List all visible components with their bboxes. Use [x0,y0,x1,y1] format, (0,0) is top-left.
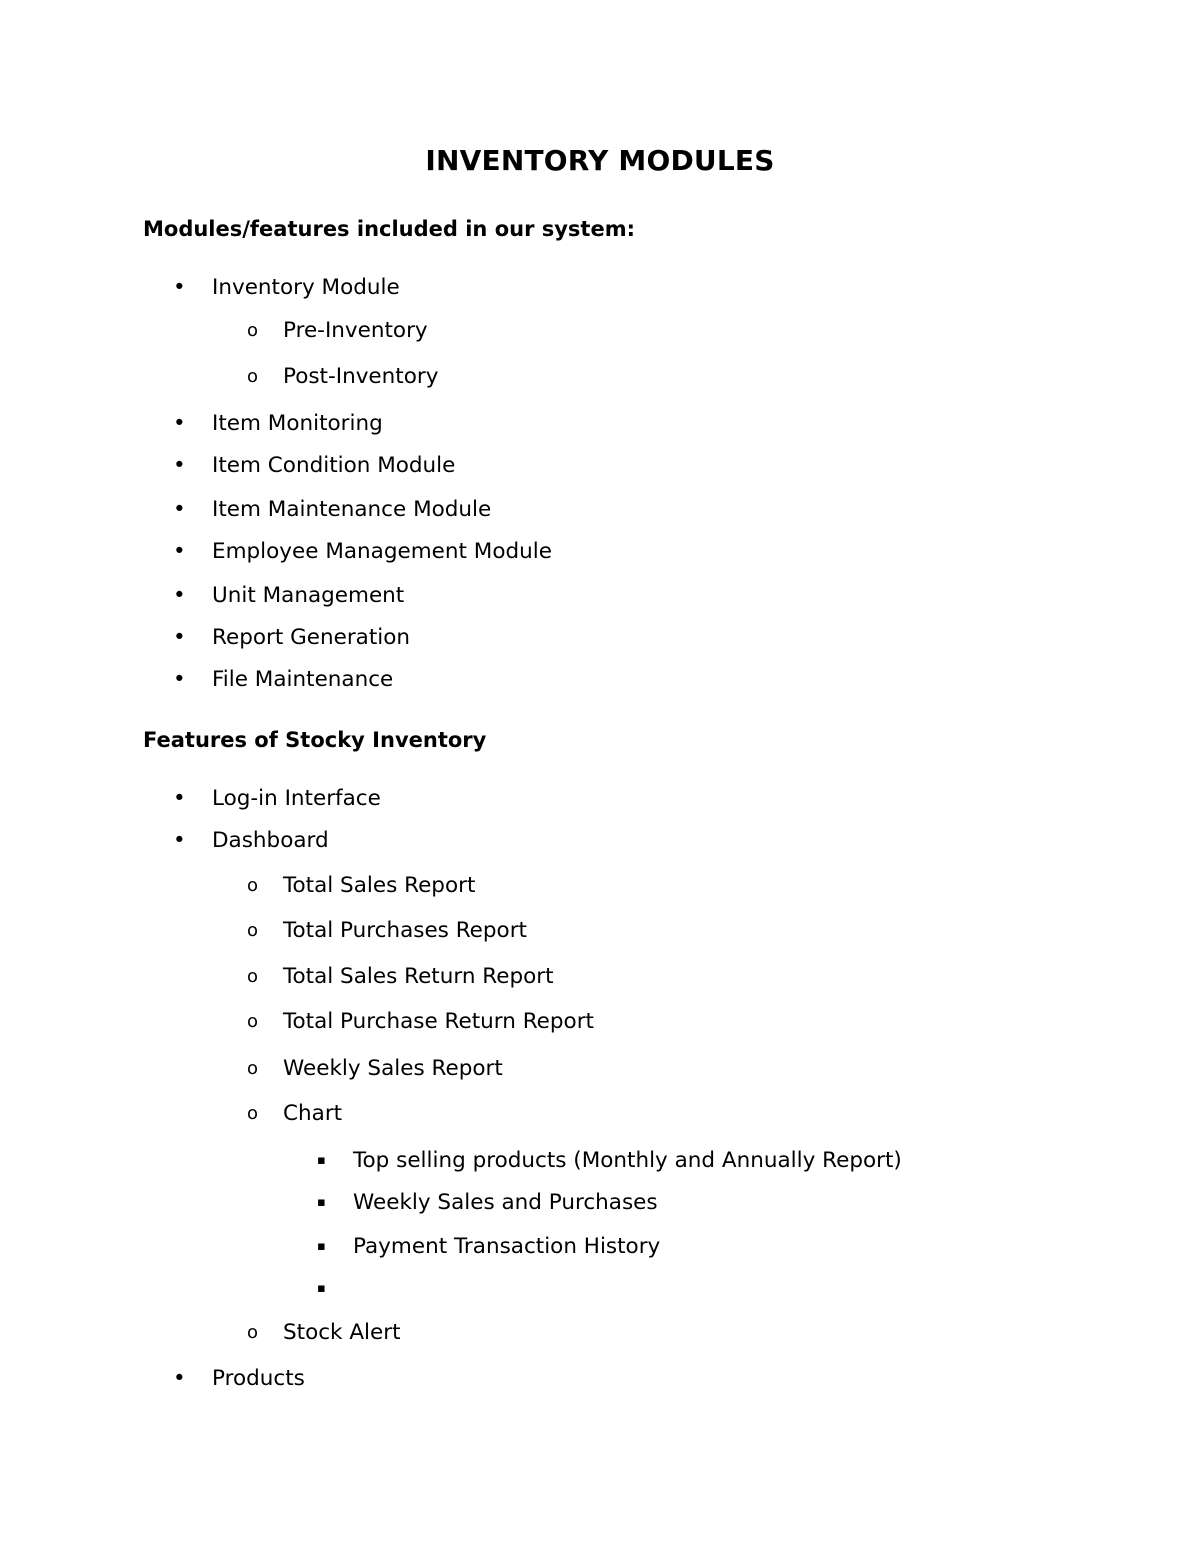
list-item: Total Purchases Report [283,918,527,943]
list-item: Item Monitoring [212,411,383,436]
bullet-disc: • [173,828,186,853]
bullet-square: ▪ [317,1239,326,1254]
list-item: Inventory Module [212,275,400,300]
bullet-circle: o [247,1103,259,1124]
list-item: Chart [283,1101,343,1126]
bullet-square: ▪ [317,1195,326,1210]
list-item: Item Maintenance Module [212,497,492,522]
bullet-disc: • [173,667,186,692]
list-item: Weekly Sales Report [283,1056,503,1081]
bullet-circle: o [247,966,259,987]
bullet-circle: o [247,366,259,387]
bullet-disc: • [173,1366,186,1391]
list-item: File Maintenance [212,667,394,692]
list-item: Pre-Inventory [283,318,428,343]
bullet-circle: o [247,320,259,341]
list-item: Weekly Sales and Purchases [353,1190,658,1215]
bullet-disc: • [173,625,186,650]
list-item: Dashboard [212,828,329,853]
bullet-square: ▪ [317,1281,326,1296]
bullet-circle: o [247,1058,259,1079]
list-item: Stock Alert [283,1320,401,1345]
document-title: INVENTORY MODULES [425,144,775,177]
bullet-disc: • [173,453,186,478]
list-item: Log-in Interface [212,786,381,811]
bullet-disc: • [173,583,186,608]
list-item: Post-Inventory [283,364,439,389]
bullet-square: ▪ [317,1153,326,1168]
list-item: Total Sales Report [283,873,476,898]
bullet-circle: o [247,1011,259,1032]
bullet-disc: • [173,497,186,522]
section-heading-modules: Modules/features included in our system: [143,217,635,241]
list-item: Report Generation [212,625,411,650]
list-item: Item Condition Module [212,453,456,478]
bullet-circle: o [247,1322,259,1343]
section-heading-features: Features of Stocky Inventory [143,728,487,752]
list-item: Payment Transaction History [353,1234,661,1259]
bullet-circle: o [247,875,259,896]
bullet-disc: • [173,411,186,436]
bullet-disc: • [173,275,186,300]
bullet-circle: o [247,920,259,941]
bullet-disc: • [173,786,186,811]
list-item: Products [212,1366,305,1391]
list-item: Total Purchase Return Report [283,1009,594,1034]
bullet-disc: • [173,539,186,564]
list-item: Employee Management Module [212,539,552,564]
list-item: Top selling products (Monthly and Annually Report) [353,1148,902,1173]
list-item: Total Sales Return Report [283,964,554,989]
list-item: Unit Management [212,583,405,608]
